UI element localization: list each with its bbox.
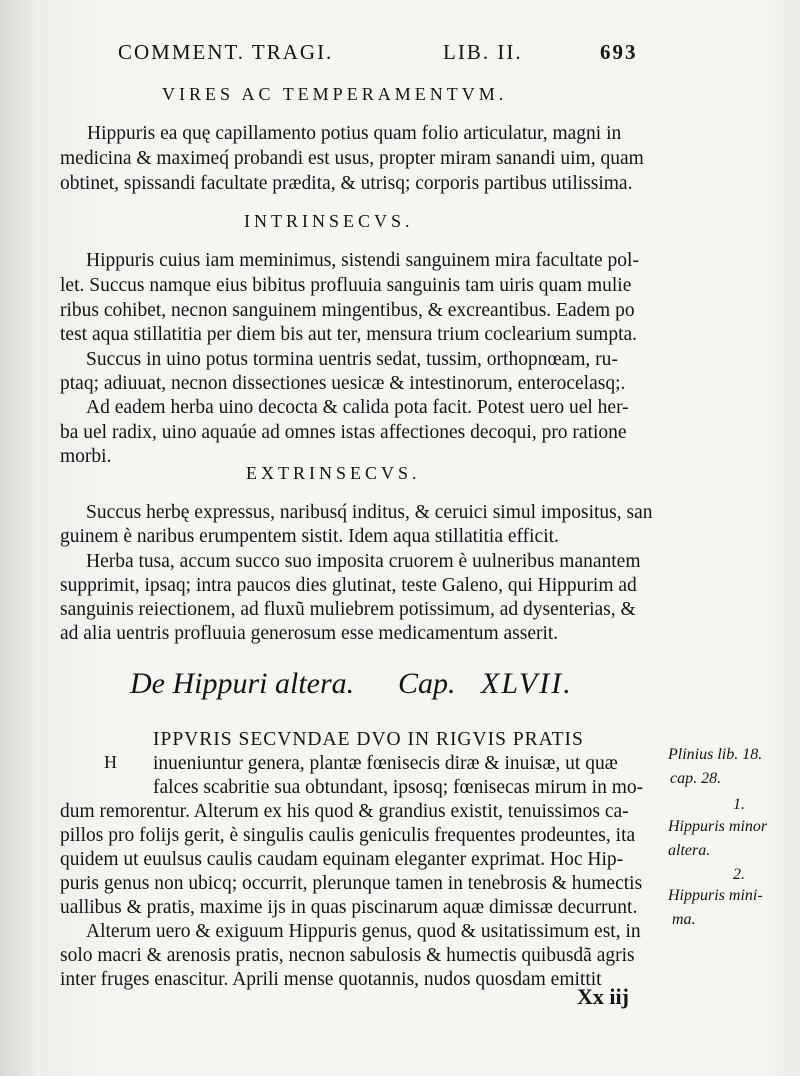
chapter-label: Cap. [398,667,456,700]
signature-mark: Xx iij [577,984,629,1009]
text-line: puris genus non ubicq; occurrit, plerunque tamen in tenebrosis & humectis [60,873,643,894]
margin-note: altera. [668,842,711,859]
chapter-opening-line: IPPVRIS SECVNDAE DVO IN RIGVIS PRATIS [153,729,584,750]
text-line: let. Succus namque eius bibitus profluuia sanguinis tam uiris quam mulie [60,275,632,296]
text-line: inueniuntur genera, plantæ fœnisecis diræ & inuisæ, ut quæ [153,753,618,774]
text-line: Succus in uino potus tormina uentris sedat, tussim, orthopnœam, ru- [86,349,618,370]
running-head-left: COMMENT. TRAGI. [118,40,334,64]
margin-note: 1. [733,796,745,813]
margin-note: Hippuris minor [668,818,768,835]
text-line: Succus herbę expressus, naribusq́ inditus, & ceruici simul impositus, san [86,502,653,523]
text-line: ad alia uentris profluuia generosum esse medicamentum asserit. [60,623,559,644]
text-line: sanguinis reiectionem, ad fluxũ muliebrem potissimum, ad dysenterias, & [60,599,636,620]
text-line: inter fruges enascitur. Aprili mense quotannis, nudos quosdam emittit [60,969,602,990]
text-line: obtinet, spissandi facultate prædita, & utrisq; corporis partibus utilissima. [60,173,633,194]
margin-note: Hippuris mini- [668,887,763,904]
text-line: Hippuris ea quę capillamento potius quam folio articulatur, magni in [87,123,622,144]
section-heading-extrinsecus: EXTRINSECVS. [246,463,421,483]
margin-note: 2. [733,866,745,883]
margin-note: cap. 28. [670,770,722,787]
running-head-book: LIB. II. [443,40,523,64]
text-line: ba uel radix, uino aquaúe ad omnes istas affectiones decoqui, pro ratione [60,422,627,443]
text-line: morbi. [60,446,112,467]
page-number: 693 [600,40,638,64]
text-line: pillos pro folijs gerit, è singulis caulis geniculis frequentes prodeuntes, ita [60,825,636,846]
text-line: test aqua stillatitia per diem bis aut ter, mensura trium coclearium sumpta. [60,324,638,345]
section-heading-intrinsecus: INTRINSECVS. [244,211,414,231]
text-line: Herba tusa, accum succo suo imposita cruorem è uulneribus manantem [86,551,641,572]
text-line: supprimit, ipsaq; intra paucos dies glutinat, teste Galeno, qui Hippurim ad [60,575,637,596]
drop-cap: H [104,752,117,772]
text-line: Ad eadem herba uino decocta & calida pota facit. Potest uero uel her- [86,397,629,418]
text-line: Alterum uero & exiguum Hippuris genus, quod & usitatissimum est, in [86,921,641,942]
running-head [118,40,798,70]
text-line: guinem è naribus erumpentem sistit. Idem aqua stillatitia efficit. [60,526,559,547]
text-line: ribus cohibet, necnon sanguinem mingentibus, & excreantibus. Eadem po [60,300,635,321]
section-heading-vires: VIRES AC TEMPERAMENTVM. [162,84,508,104]
margin-note: Plinius lib. 18. [668,746,763,763]
text-line: ptaq; adiuuat, necnon dissectiones uesicæ & intestinorum, enterocelasq;. [60,373,626,394]
margin-note: ma. [672,911,696,928]
chapter-title: De Hippuri altera. [130,667,355,700]
text-line: uallibus & pratis, maxime ijs in quas piscinarum aquæ dimissæ decurrunt. [60,897,638,918]
text-line: solo macri & arenosis pratis, necnon sabulosis & humectis quibusdã agris [60,945,635,966]
text-line: quidem ut euulsus caulis caudam equinam eleganter exprimat. Hoc Hip- [60,849,624,870]
chapter-number: XLVII. [481,667,573,700]
text-line: dum remorentur. Alterum ex his quod & grandius existit, tenuissimos ca- [60,801,629,822]
text-line: falces scabritie sua obtundant, ipsosq; fœnisecas mirum in mo- [153,777,644,798]
text-line: Hippuris cuius iam meminimus, sistendi sanguinem mira facultate pol- [86,250,639,271]
text-line: medicina & maximeq́ probandi est usus, propter miram sanandi uim, quam [60,148,644,169]
